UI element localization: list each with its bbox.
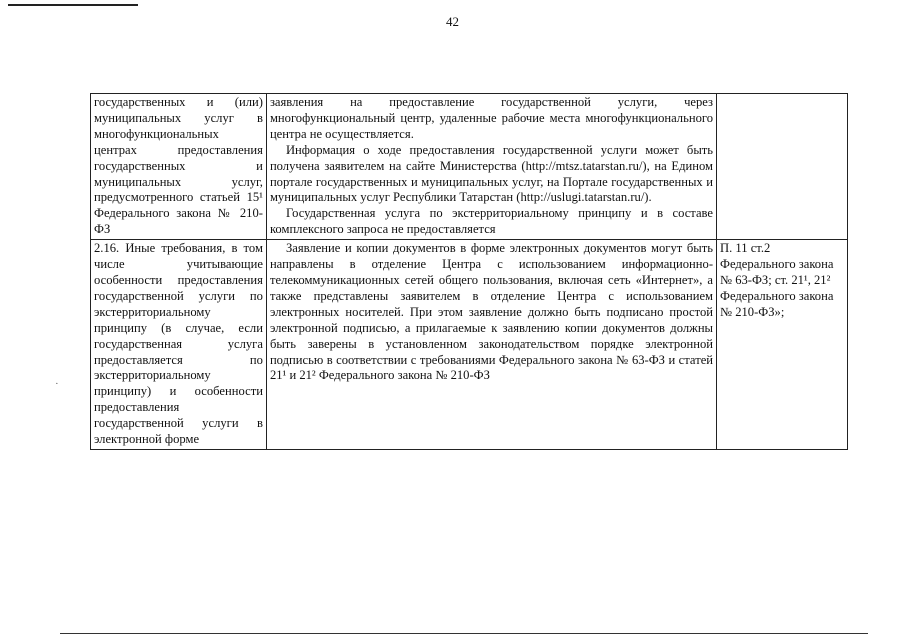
row1-requirement-cell: государственных и (или) муниципальных услуг в многофункциональных центрах предоставления государственных и муниципальных услуг, предусмотренного статьей 15¹ Федерального закона № 210-ФЗ [91, 94, 267, 240]
table-row [91, 94, 848, 240]
table-row [91, 240, 848, 450]
margin-mark: · [55, 378, 59, 390]
row1-reference-cell [717, 94, 848, 240]
row2-reference-cell: П. 11 ст.2 Федерального закона № 63-ФЗ; ст. 21¹, 21² Федерального закона № 210-ФЗ»; [717, 240, 848, 450]
row2-requirement-cell: 2.16. Иные требования, в том числе учитывающие особенности предоставления государственной услуги по экстерриториальному принципу (в случае, если государственная услуга предоставляется по экстерриториальному принципу) и особенности предоставления государственной услуги в электронной форме [91, 240, 267, 450]
bottom-rule [60, 633, 868, 634]
row1-paragraph: заявления на предоставление государственной услуги, через многофункциональный центр, удаленные рабочие места многофункционального центра не осуществляется. [269, 95, 714, 141]
row2-paragraph: Заявление и копии документов в форме электронных документов могут быть направлены в отделение Центра с использованием информационно-телекоммуникационных сетей общего пользования, включая сеть «Интернет», а также представлены заявителем в отделение Центра с использованием электронных носителей. При этом заявление должно быть подписано простой электронной подписью, а прилагаемые к заявлению копии документов должны быть заверены в установленном законодательством порядке электронной подписью в соответствии с требованиями Федерального закона № 63-ФЗ и статей 21¹ и 21² Федерального закона № 210-ФЗ [269, 241, 714, 383]
row1-content-cell [266, 94, 716, 240]
page-number: 42 [446, 14, 459, 29]
top-edge-rule [8, 4, 138, 6]
row2-content-cell [266, 240, 716, 450]
requirements-table [90, 93, 848, 450]
row1-paragraph: Государственная услуга по экстерриториальному принципу и в составе комплексного запроса не предоставляется [269, 206, 714, 237]
row1-paragraph: Информация о ходе предоставления государственной услуги может быть получена заявителем на сайте Министерства (http://mtsz.tatarstan.ru/), на Едином портале государственных и муниципальных услуг, на Портале государственных и муниципальных услуг Республики Татарстан (http://uslugi.tatarstan.ru/). [269, 142, 714, 205]
